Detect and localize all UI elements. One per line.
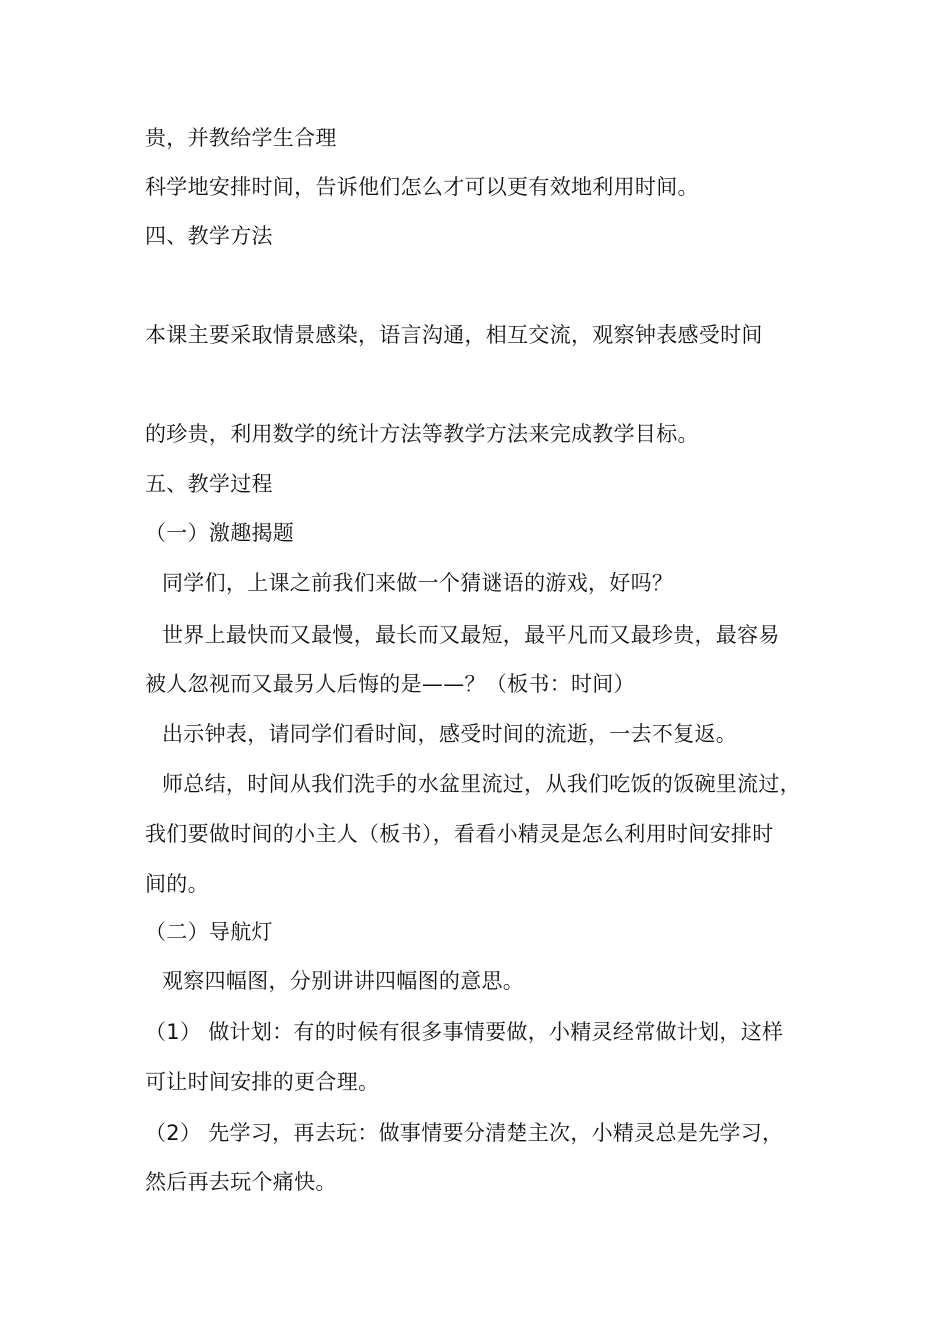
subsection-heading: （二）导航灯 xyxy=(145,920,273,944)
subsection-heading: （一）激趣揭题 xyxy=(145,521,295,545)
text-line: 师总结，时间从我们洗手的水盆里流过，从我们吃饭的饭碗里流过， xyxy=(162,772,801,796)
text-line: 科学地安排时间，告诉他们怎么才可以更有效地利用时间。 xyxy=(145,175,699,199)
list-item: （2） 先学习，再去玩：做事情要分清楚主次，小精灵总是先学习， xyxy=(145,1121,784,1145)
text-line: 世界上最快而又最慢，最长而又最短，最平凡而又最珍贵，最容易 xyxy=(162,623,780,647)
text-line: 可让时间安排的更合理。 xyxy=(145,1070,380,1094)
text-line: 出示钟表，请同学们看时间，感受时间的流逝，一去不复返。 xyxy=(162,722,738,746)
section-heading: 四、教学方法 xyxy=(145,224,273,248)
text-line: 然后再去玩个痛快。 xyxy=(145,1170,337,1194)
section-heading: 五、教学过程 xyxy=(145,472,273,496)
text-line: 观察四幅图，分别讲讲四幅图的意思。 xyxy=(162,969,525,993)
text-line: 本课主要采取情景感染，语言沟通，相互交流，观察钟表感受时间 xyxy=(145,323,763,347)
list-item: （1） 做计划：有的时候有很多事情要做，小精灵经常做计划，这样 xyxy=(145,1020,784,1044)
text-line: 贵，并教给学生合理 xyxy=(145,126,337,150)
text-line: 间的。 xyxy=(145,872,209,896)
text-line: 被人忽视而又最另人后悔的是——？（板书：时间） xyxy=(145,672,635,696)
text-line: 同学们，上课之前我们来做一个猜谜语的游戏，好吗？ xyxy=(162,571,674,595)
text-line: 的珍贵，利用数学的统计方法等教学方法来完成教学目标。 xyxy=(145,422,699,446)
text-line: 我们要做时间的小主人（板书），看看小精灵是怎么利用时间安排时 xyxy=(145,822,774,846)
